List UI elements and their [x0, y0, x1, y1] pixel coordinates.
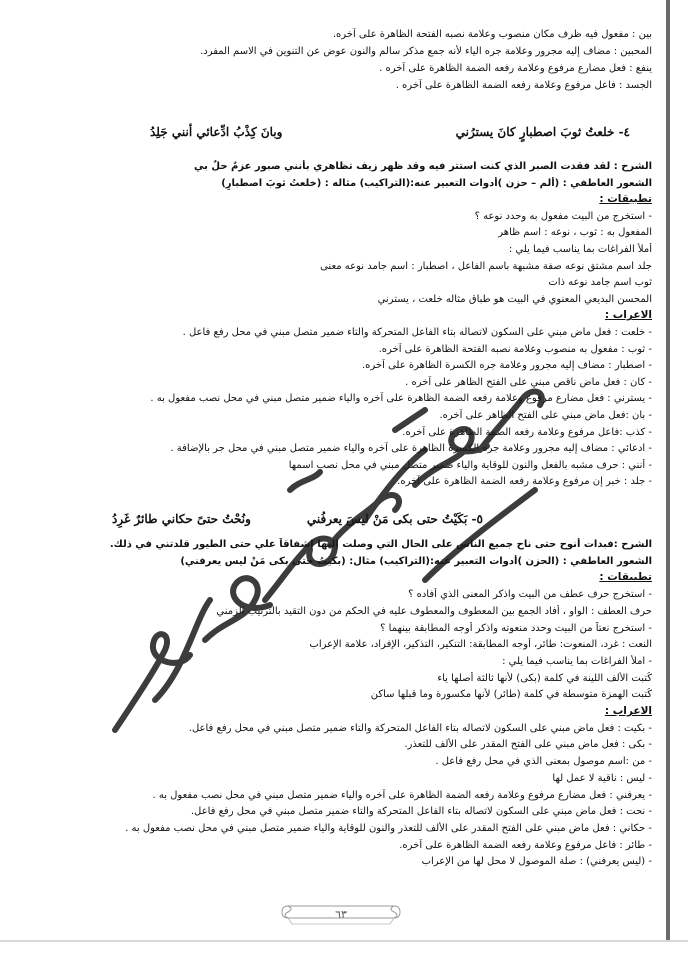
page-number-box	[278, 900, 404, 930]
section5-line: تطبيقات :	[599, 571, 652, 584]
section4-line: - كان : فعل ماض ناقص مبني على الفتح الظاهر على آخره .	[405, 376, 652, 388]
section4-line: - جلد : خبر إن مرفوع وعلامة رفعه الضمة الظاهرة على آخره.	[397, 476, 652, 488]
verse4-first-hemistich: ٤- خلعتُ ثوبَ اصطبارٍ كانَ يسترُني	[455, 125, 630, 139]
section5-line: - حكاني : فعل ماض مبني على الفتح المقدر على الألف للتعذر والنون للوقاية والياء ضمير متصل مبني في محل نصب مفعول به .	[125, 822, 652, 834]
section4-line: - يسترني : فعل مضارع مرفوع وعلامة رفعه الضمة الظاهرة على آخره والياء ضمير متصل مبني في محل نصب مفعول به .	[150, 393, 652, 405]
section5-line: - املأ الفراغات بما يناسب فيما يلي :	[502, 655, 652, 667]
section5-line: - استخرج حرف عطف من البيت واذكر المعنى الذي أفاده ؟	[408, 589, 652, 601]
section4-line: - استخرج من البيت مفعول به وحدد نوعه ؟	[474, 210, 652, 222]
section4-line: الشرح : لقد فقدت الصبر الذي كنت استتر فيه وقد ظهر زيف تظاهري بأنني صبور عزمٌ حلٌ بي	[194, 161, 652, 172]
section5-line: الاعراب :	[604, 705, 652, 717]
section4-line: - بان :فعل ماض مبني على الفتح الظاهر على آخره.	[439, 410, 652, 421]
section5-line: - يعرفني : فعل مضارع مرفوع وعلامة رفعه الضمة الظاهرة على آخره والياء ضمير متصل مبني في محل نصب مفعول به .	[152, 789, 652, 801]
section5-line: - بكى : فعل ماض مبني على الفتح المقدر على الألف للتعذر.	[404, 739, 652, 751]
section5-line: - طائر : فاعل مرفوع وعلامة رفعه الضمة الظاهرة على آخره.	[399, 839, 652, 851]
page-number: ٦٣	[335, 908, 347, 921]
section4-line: أملأ الفراغات بما يناسب فيما يلي :	[508, 244, 652, 255]
section5-line: - (ليس يعرفني) : صلة الموصول لا محل لها من الإعراب	[421, 856, 652, 868]
section5-line: - بكيت : فعل ماض مبني على السكون لاتصاله بتاء الفاعل المتحركة والتاء ضمير متصل مبني في محل رفع فاعل.	[188, 722, 652, 734]
section5-line: - استخرج نعتاً من البيت وحدد منعوته واذكر أوجه المطابقة بينهما ؟	[380, 622, 652, 634]
section4-line: - ثوب : مفعول به منصوب وعلامة نصبه الفتحة الظاهرة على آخره.	[378, 343, 652, 355]
section5-line: الشعور العاطفي : (الحزن )أدوات التعبير عنه:(التراكيب) مثال: (بكيتُ حتى بكى مَنْ ليس يعرفني)	[180, 555, 652, 567]
page-bottom-edge	[0, 940, 688, 942]
section5-line: كُتبت الألف اللينة في كلمة (بكى) لأنها ثالثة أصلها ياء	[437, 672, 652, 684]
section5-line: الشرح :فبدات أنوح حتى ناح جميع الناس على الحال التي وصلت إليها إشفاقاً علي حتى الطيور قلدتني في ذلك.	[109, 539, 652, 550]
section5-line: - نحت : فعل ماض مبني على السكون لاتصاله بتاء الفاعل المتحركة والتاء ضمير متصل مبني في محل رفع فاعل.	[190, 806, 652, 818]
section5-line: كُتبت الهمزة متوسطة في كلمة (طائر) لأنها مكسورة وما قبلها ساكن	[370, 689, 652, 701]
section4-line: المحسن البديعي المعنوي في البيت هو طباق مثاله خلعت ، يسترني	[377, 293, 652, 305]
section4-line: - اصطبار : مضاف إليه مجرور وعلامة جره الكسرة الظاهرة على آخره.	[362, 360, 652, 372]
section5-line: - من :اسم موصول بمعنى الذي في محل رفع فاعل .	[435, 756, 652, 768]
section4-line: تطبيقات :	[599, 193, 652, 206]
page-right-border	[666, 0, 670, 940]
lines-top-line: ينفع : فعل مضارع مرفوع وعلامة رفعه الضمة الظاهرة على آخره .	[379, 63, 652, 74]
lines-top-line: الجسد : فاعل مرفوع وعلامة رفعه الضمة الظاهرة على آخره .	[395, 80, 652, 91]
section5-line: حرف العطف : الواو ، أفاد الجمع بين المعطوف والمعطوف عليه في الحكم من دون التقيد بالترتيب الزمني	[216, 605, 652, 617]
section4-line: - ادعائي : مضاف إليه مجرور وعلامة جره الكسرة الظاهرة على آخره والياء ضمير متصل مبني في محل جر بالإضافة .	[170, 443, 652, 455]
section4-line: - كذب :فاعل مرفوع وعلامة رفعه الضمة الظاهرة على آخره.	[402, 426, 652, 438]
lines-top-line: بين : مفعول فيه ظرف مكان منصوب وعلامة نصبه الفتحة الظاهرة على آخره.	[332, 29, 652, 40]
lines-top-line: المحبين : مضاف إليه مجرور وعلامة جره الياء لأنه جمع مذكر سالم والنون عوض عن التنوين في الاسم المفرد.	[200, 46, 652, 57]
section4-line: - خلعت : فعل ماض مبني على السكون لاتصاله بتاء الفاعل المتحركة والتاء ضمير متصل مبني في محل رفع فاعل .	[182, 327, 652, 338]
section4-line: ثوب اسم جامد نوعه ذات	[548, 277, 652, 289]
section4-line: المفعول به : ثوب ، نوعه : اسم ظاهر	[498, 227, 652, 239]
section5-line: النعت : غرد، المنعوت: طائر، أوجه المطابقة: التنكير، التذكير، الإفراد، علامة الإعراب	[309, 639, 652, 651]
section4-line: جلد اسم مشتق نوعه صفة مشبهة باسم الفاعل ، اصطبار : اسم جامد نوعه معنى	[320, 260, 652, 272]
verse4-second-hemistich: وبانَ كِذْبُ ادِّعائي أنني جَلِدُ	[150, 125, 283, 139]
verse5-second-hemistich: ونُحْتُ حتىً حكاني طائرٌ غَرِدُ	[112, 512, 251, 526]
section4-line: الشعور العاطفي : (ألم – حزن )أدوات التعبير عنه:(التراكيب) مثاله : (خلعتُ ثوبَ اصطبارٍ)	[221, 177, 652, 189]
section5-line: - ليس : ناقية لا عمل لها	[552, 772, 652, 784]
section4-line: - أنني : حرف مشبه بالفعل والنون للوقاية والياء ضمير متصل مبني في محل نصب اسمها	[288, 459, 652, 471]
section4-line: الاعراب :	[604, 309, 652, 322]
verse5-first-hemistich: ٥- بَكَيْتُ حتى بكى مَنْ ليسَ يعرفُني	[306, 512, 483, 526]
